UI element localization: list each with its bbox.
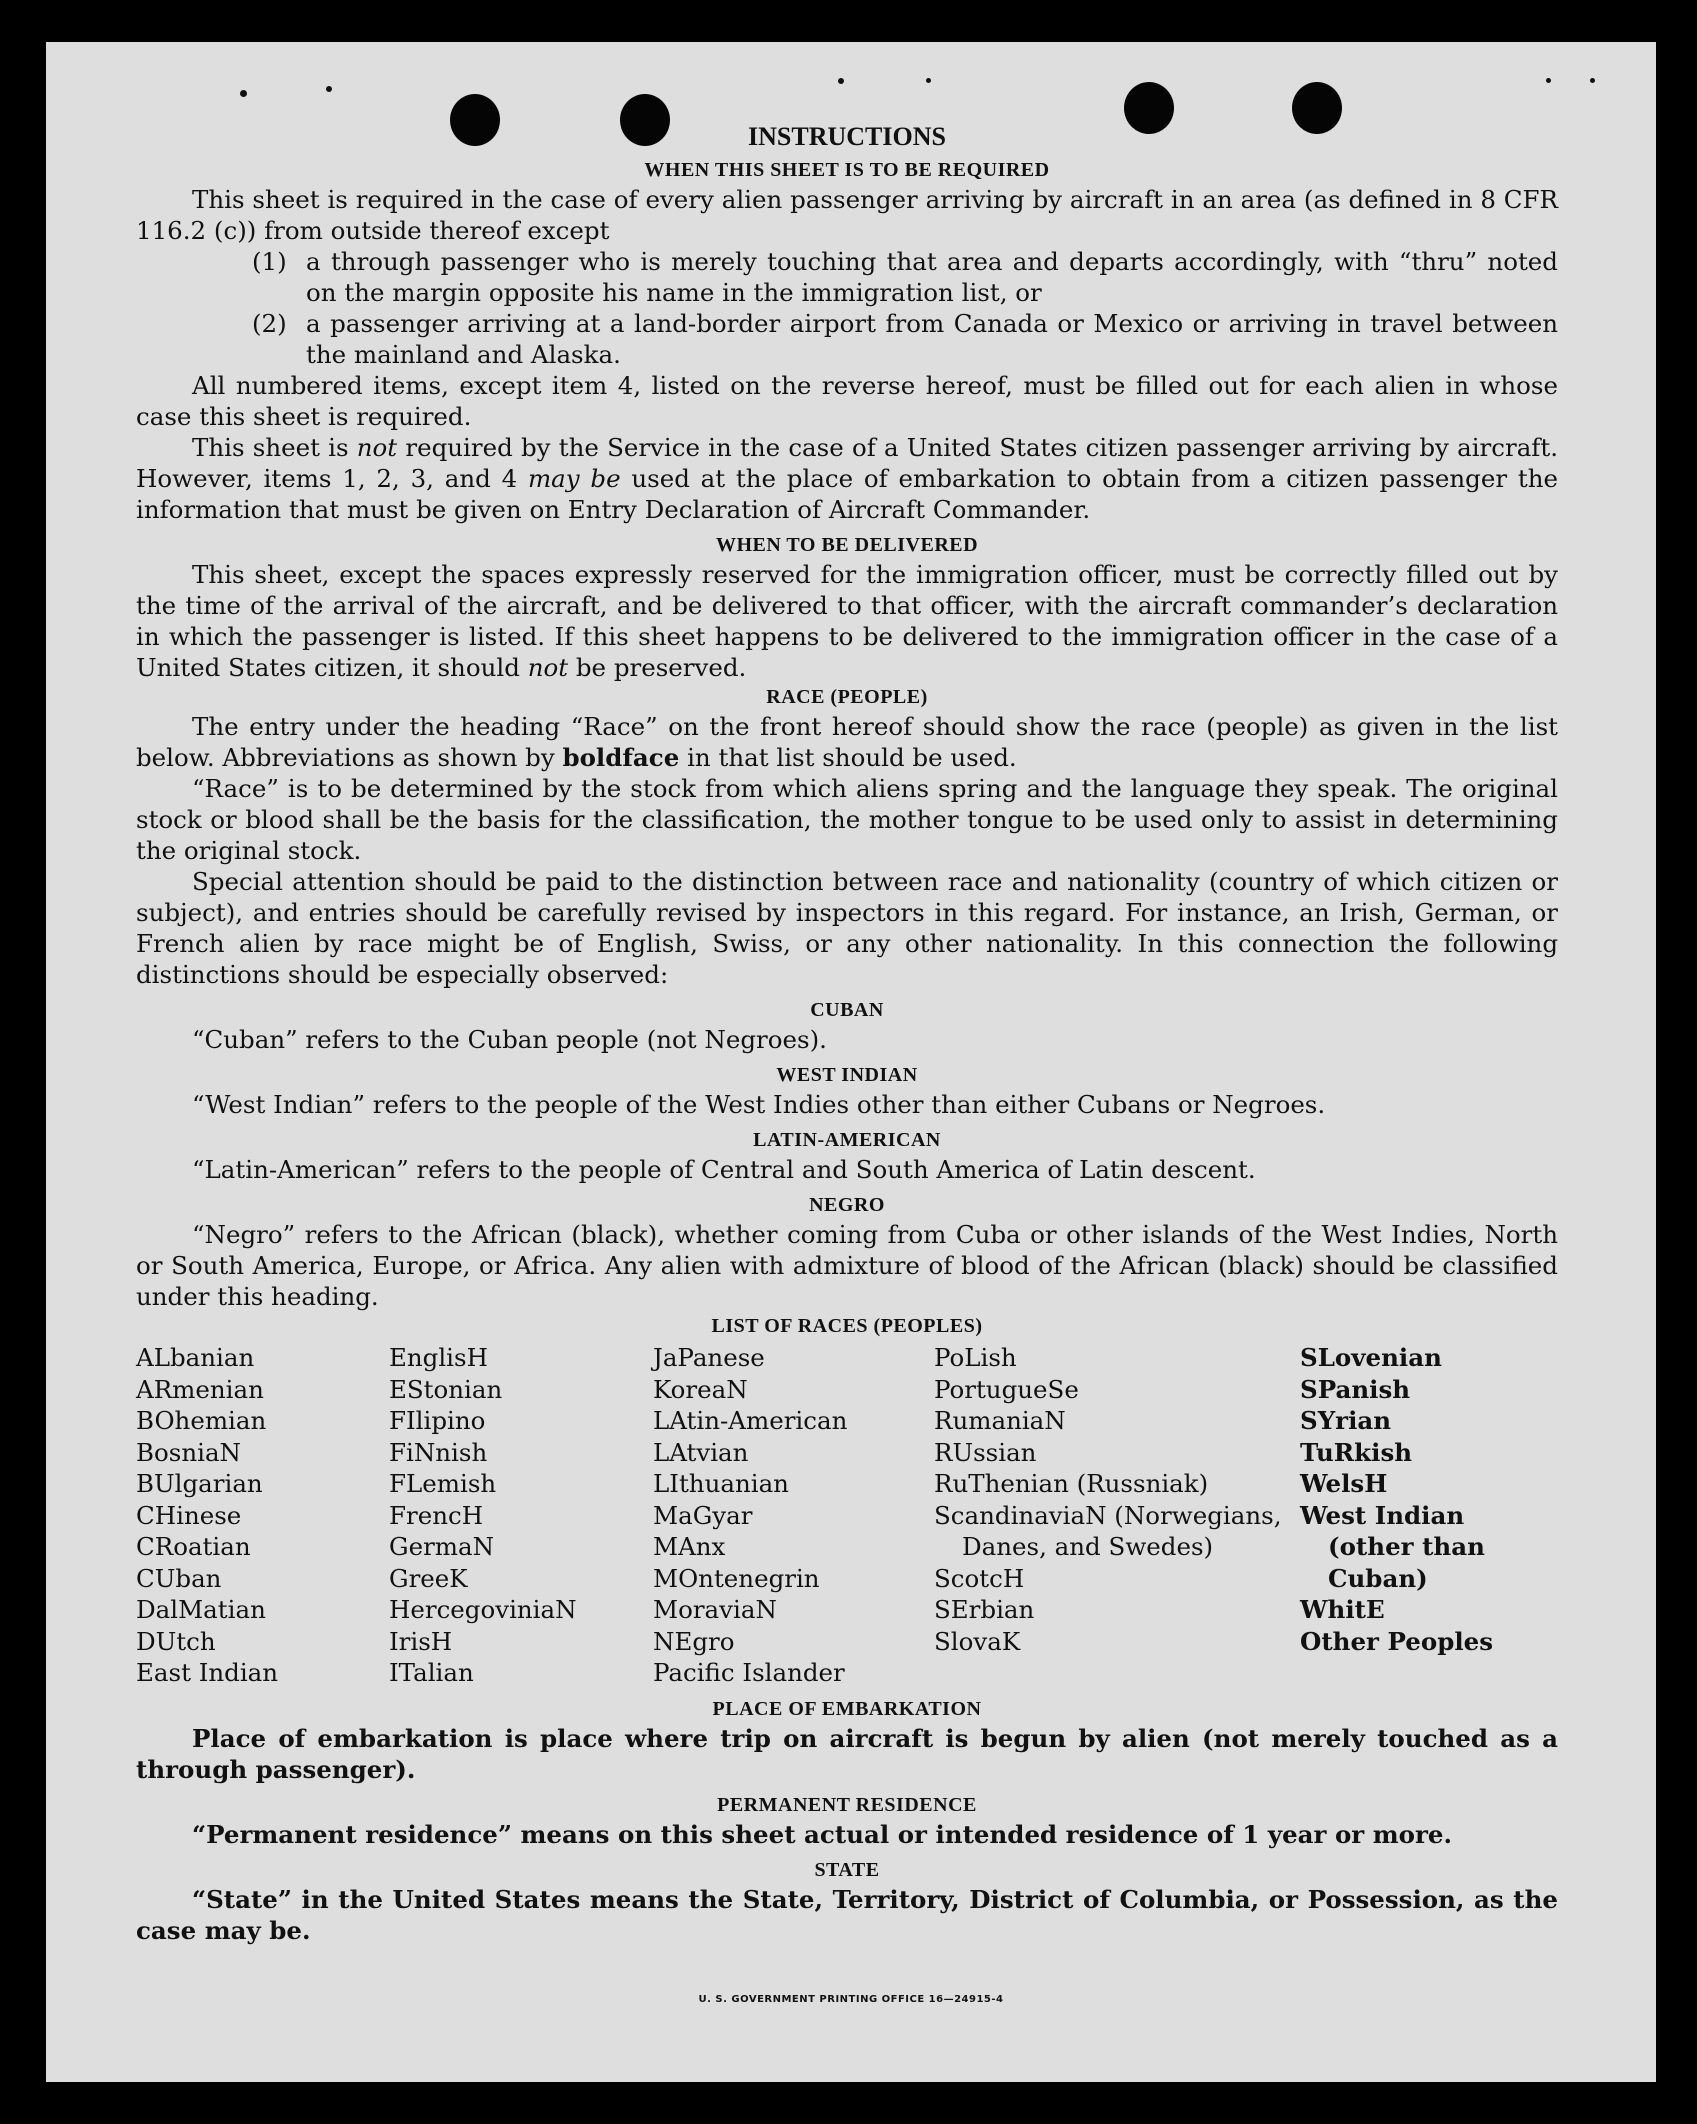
- text-run-italic: may be: [527, 464, 621, 493]
- race-entry: BosniaN: [136, 1437, 241, 1467]
- text-run: required by the Service in the case of a United States citizen passenger arriving by aircraft. However, items 1, 2, 3, and 4: [136, 433, 1558, 493]
- paragraph: [136, 559, 1558, 683]
- race-entry: HercegoviniaN: [389, 1595, 577, 1624]
- race-entry: GermaN: [389, 1532, 495, 1561]
- item-text: a through passenger who is merely touching that area and departs accordingly, with “thru” noted on the margin opposite his name in the immigration list, or: [306, 247, 1558, 307]
- text-run: This sheet, except the spaces expressly reserved for the immigration officer, must be correctly filled out by the time of the arrival of the aircraft, and be delivered to that officer, with the aircraft commander’s declaration in which the passenger is listed. If this sheet happens to be delivered to the immigration officer in the case of a United States citizen, it should: [136, 560, 1558, 682]
- paragraph: Special attention should be paid to the distinction between race and nationality (country of which citizen or subject), and entries should be carefully revised by inspectors in this regard. For instance, an Irish, German, or French alien by race might be of English, Swiss, or any other nationality. In this connection the following distinctions should be especially observed:: [136, 867, 1558, 989]
- speck: [926, 78, 931, 83]
- race-entry: MOntenegrin: [653, 1563, 820, 1593]
- race-entry: MoraviaN: [653, 1595, 777, 1624]
- race-entry: SErbian: [934, 1595, 1035, 1624]
- race-entry: EnglisH: [389, 1343, 488, 1372]
- race-entry: FiNnish: [389, 1437, 488, 1467]
- race-entry: TuRkish: [1300, 1437, 1413, 1467]
- race-entry: DUtch: [136, 1626, 216, 1656]
- paragraph: “State” in the United States means the State, Territory, District of Columbia, or Possession, as the case may be.: [136, 1884, 1558, 1945]
- list-item: [252, 308, 1558, 370]
- paragraph: “West Indian” refers to the people of the West Indies other than either Cubans or Negroes.: [192, 1090, 1326, 1119]
- speck: [838, 78, 844, 84]
- race-column: [389, 1342, 653, 1689]
- paragraph: [136, 711, 1558, 773]
- item-text: a passenger arriving at a land-border airport from Canada or Mexico or arriving in travel between the mainland and Alaska.: [306, 309, 1558, 369]
- race-entry: WelsH: [1300, 1469, 1388, 1498]
- section-heading: LATIN-AMERICAN: [753, 1129, 941, 1151]
- race-entry: KoreaN: [653, 1374, 748, 1404]
- speck: [1546, 78, 1551, 83]
- text-run: in that list should be used.: [679, 743, 1017, 772]
- race-entry: IrisH: [389, 1626, 453, 1656]
- race-column: [653, 1342, 934, 1689]
- section-heading: WHEN THIS SHEET IS TO BE REQUIRED: [644, 159, 1050, 181]
- paragraph: “Negro” refers to the African (black), whether coming from Cuba or other islands of the West Indies, North or South America, Europe, or Africa. Any alien with admixture of blood of the African (black) should be classified under this heading.: [136, 1220, 1558, 1311]
- race-entry: CHinese: [136, 1500, 242, 1530]
- race-entry: LAtin-American: [653, 1406, 848, 1435]
- text-run-italic: not: [527, 653, 569, 682]
- race-entry: PortugueSe: [934, 1374, 1079, 1404]
- race-entry: FrencH: [389, 1500, 484, 1530]
- race-entry: RumaniaN: [934, 1406, 1066, 1435]
- race-entry: SYrian: [1300, 1406, 1392, 1435]
- race-entry: FLemish: [389, 1469, 497, 1498]
- item-number: (2): [252, 309, 287, 338]
- race-entry: JaPanese: [653, 1343, 765, 1372]
- page-content: [136, 120, 1558, 1946]
- race-entry: MaGyar: [653, 1500, 753, 1530]
- race-entry: EStonian: [389, 1374, 503, 1404]
- section-heading: NEGRO: [809, 1194, 885, 1216]
- speck: [240, 90, 247, 97]
- text-run: be preserved.: [568, 653, 747, 682]
- paragraph: All numbered items, except item 4, listed on the reverse hereof, must be filled out for each alien in whose case this sheet is required.: [136, 371, 1558, 431]
- race-entry: NEgro: [653, 1626, 735, 1656]
- race-entry: BOhemian: [136, 1406, 267, 1435]
- speck: [326, 86, 332, 92]
- section-heading: CUBAN: [810, 999, 884, 1021]
- race-entry: East Indian: [136, 1658, 279, 1687]
- section-heading: RACE (PEOPLE): [766, 686, 928, 708]
- section-heading: WHEN TO BE DELIVERED: [715, 534, 979, 556]
- paragraph: Place of embarkation is place where trip on aircraft is begun by alien (not merely touched as a through passenger).: [136, 1723, 1558, 1784]
- race-entry: ALbanian: [136, 1343, 255, 1372]
- section-heading: LIST OF RACES (PEOPLES): [711, 1315, 983, 1337]
- race-entry: SlovaK: [934, 1626, 1021, 1656]
- race-entry: SLovenian: [1300, 1343, 1442, 1372]
- race-entry: BUlgarian: [136, 1469, 263, 1498]
- race-entry: FIlipino: [389, 1406, 486, 1435]
- race-entry: RUssian: [934, 1437, 1037, 1467]
- race-column: [934, 1342, 1300, 1689]
- paragraph: “Cuban” refers to the Cuban people (not Negroes).: [192, 1025, 827, 1054]
- speck: [1590, 78, 1595, 83]
- race-entry: West Indian (other than Cuban): [1300, 1500, 1485, 1593]
- paragraph: “Latin-American” refers to the people of Central and South America of Latin descent.: [192, 1155, 1256, 1184]
- page-title: INSTRUCTIONS: [748, 122, 946, 151]
- race-entry: SPanish: [1300, 1374, 1411, 1404]
- race-column: [136, 1342, 389, 1689]
- race-entry: DalMatian: [136, 1595, 266, 1624]
- race-entry: CRoatian: [136, 1532, 251, 1561]
- paragraph: “Permanent residence” means on this sheet actual or intended residence of 1 year or more.: [192, 1819, 1453, 1849]
- printer-imprint: U. S. GOVERNMENT PRINTING OFFICE 16—24915-4: [698, 1994, 1004, 2005]
- text-run: This sheet is: [192, 433, 357, 462]
- text-run: The entry under the heading “Race” on the front hereof should show the race (people) as given in the list below. Abbreviations as shown by: [136, 712, 1558, 772]
- race-entry: LIthuanian: [653, 1469, 789, 1498]
- text-run-italic: not: [356, 433, 398, 462]
- race-entry: GreeK: [389, 1563, 468, 1593]
- text-run: used at the place of embarkation to obtain from a citizen passenger the information that must be given on Entry Declaration of Aircraft Commander.: [136, 464, 1558, 524]
- race-entry: CUban: [136, 1563, 222, 1593]
- race-entry: WhitE: [1300, 1595, 1385, 1624]
- race-entry: MAnx: [653, 1532, 726, 1561]
- section-heading: PLACE OF EMBARKATION: [712, 1697, 982, 1720]
- item-number: (1): [252, 247, 287, 276]
- section-heading: STATE: [814, 1858, 880, 1881]
- race-column: [1300, 1342, 1558, 1689]
- paragraph: “Race” is to be determined by the stock from which aliens spring and the language they speak. The original stock or blood shall be the basis for the classification, the mother tongue to be used only to assist in determining the original stock.: [136, 774, 1558, 865]
- paragraph: [136, 432, 1558, 525]
- paragraph: This sheet is required in the case of every alien passenger arriving by aircraft in an area (as defined in 8 CFR 116.2 (c)) from outside thereof except: [136, 185, 1558, 245]
- race-entry: ARmenian: [136, 1374, 264, 1404]
- list-item: [252, 246, 1558, 308]
- race-entry: RuThenian (Russniak): [934, 1469, 1209, 1498]
- race-entry: Other Peoples: [1300, 1626, 1494, 1656]
- race-entry: PoLish: [934, 1343, 1017, 1372]
- race-entry: ITalian: [389, 1658, 474, 1687]
- race-entry: LAtvian: [653, 1437, 749, 1467]
- race-entry: Pacific Islander: [653, 1658, 845, 1687]
- race-list: [136, 1342, 1558, 1689]
- section-heading: PERMANENT RESIDENCE: [717, 1793, 977, 1816]
- race-entry: ScandinaviaN (Norwegians, Danes, and Swedes): [934, 1500, 1282, 1561]
- section-heading: WEST INDIAN: [776, 1064, 918, 1086]
- text-run-bold: boldface: [562, 743, 680, 772]
- document-sheet: [46, 42, 1656, 2082]
- race-entry: ScotcH: [934, 1563, 1025, 1593]
